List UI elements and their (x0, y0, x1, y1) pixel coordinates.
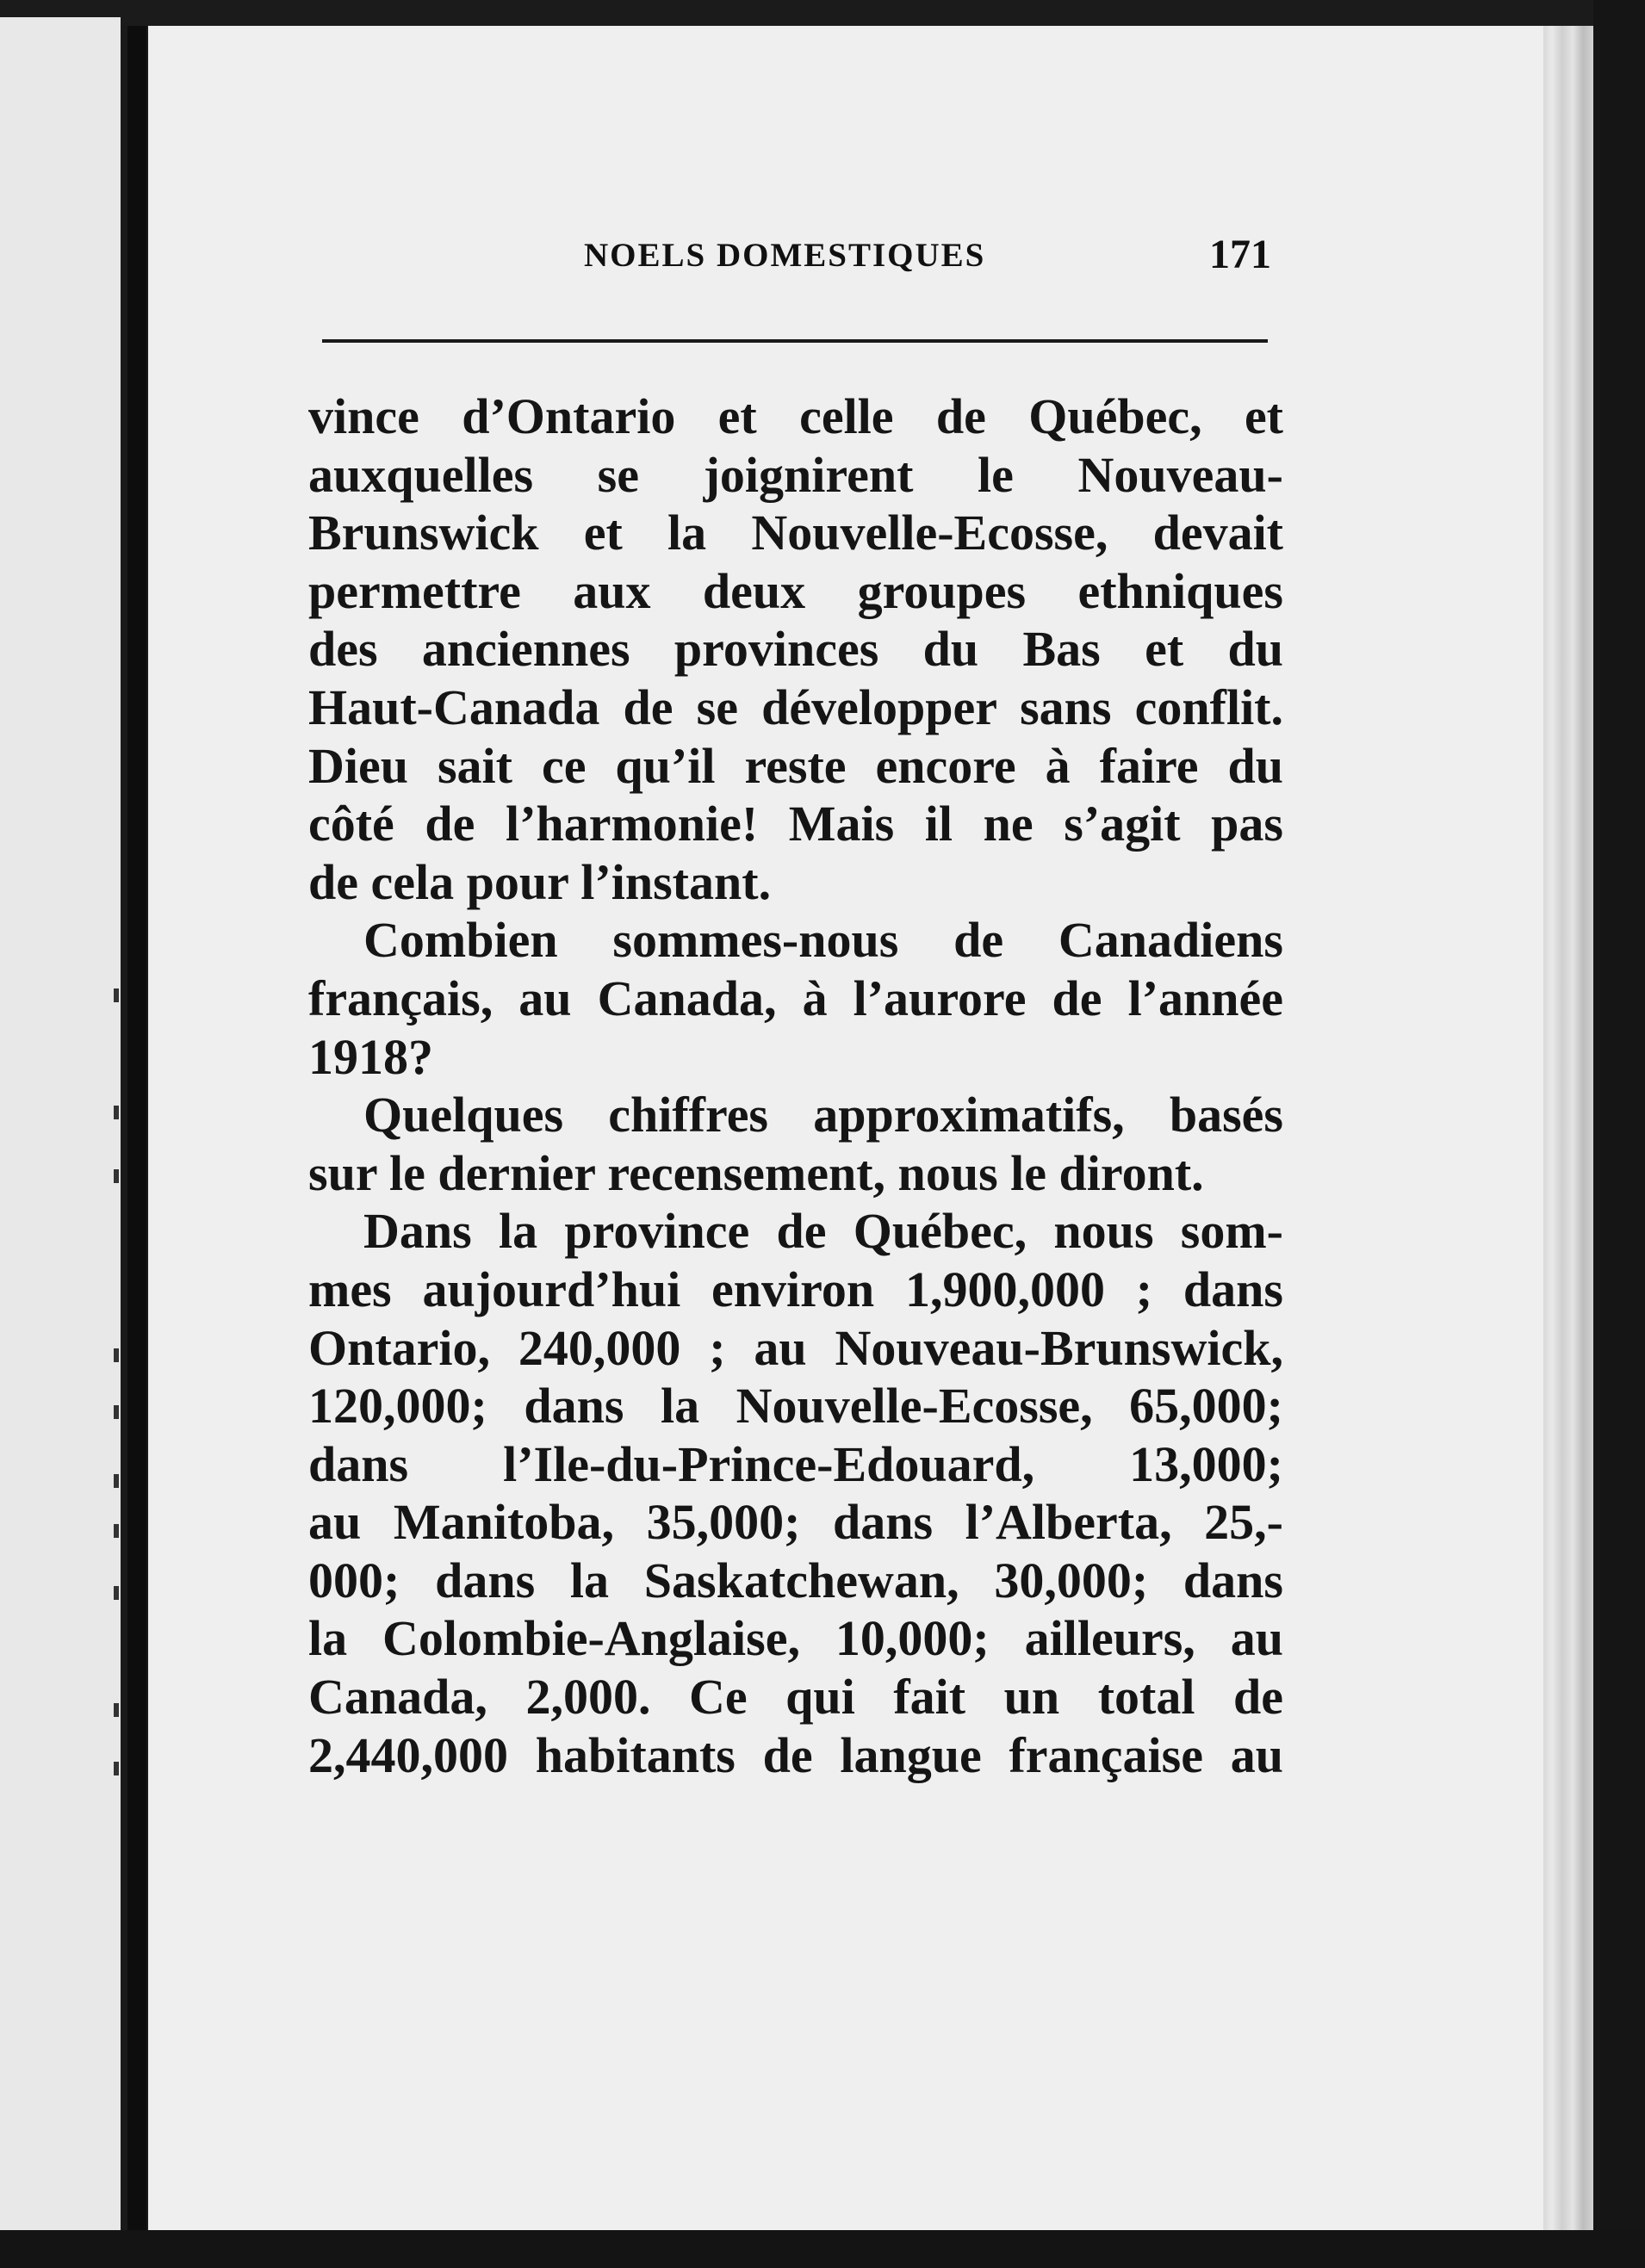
text-line: mes aujourd’hui environ 1,900,000 ; dans (308, 1261, 1283, 1317)
header-rule (322, 339, 1268, 343)
text-line: Quelques chiffres approximatifs, basés (363, 1087, 1283, 1143)
text-line: au Manitoba, 35,000; dans l’Alberta, 25,- (308, 1494, 1283, 1551)
text-line: français, au Canada, à l’aurore de l’année (308, 970, 1283, 1026)
page-gutter (127, 26, 146, 2239)
top-scan-border (0, 0, 1645, 26)
text-line: Canada, 2,000. Ce qui fait un total de (308, 1669, 1283, 1726)
text-line: la Colombie-Anglaise, 10,000; ailleurs, au (308, 1610, 1283, 1667)
page-number: 171 (1209, 232, 1271, 277)
text-line: permettre aux deux groupes ethniques (308, 562, 1283, 619)
text-line: Combien sommes-nous de Canadiens (363, 912, 1283, 969)
running-head: NOELS DOMESTIQUES (584, 237, 986, 274)
edge-mark (114, 1348, 119, 1362)
text-line: Haut-Canada de se développer sans conflit. (308, 679, 1283, 735)
text-line: sur le dernier recensement, nous le diront. (308, 1144, 1204, 1201)
text-line: vince d’Ontario et celle de Québec, et (308, 388, 1283, 444)
text-line: des anciennes provinces du Bas et du (308, 621, 1283, 678)
edge-mark (114, 1474, 119, 1488)
text-line: Brunswick et la Nouvelle-Ecosse, devait (308, 505, 1283, 561)
edge-mark (114, 1524, 119, 1538)
edge-mark (114, 1106, 119, 1119)
text-line: côté de l’harmonie! Mais il ne s’agit pas (308, 796, 1283, 852)
text-line: 000; dans la Saskatchewan, 30,000; dans (308, 1552, 1283, 1608)
text-line: Dieu sait ce qu’il reste encore à faire du (308, 737, 1283, 794)
page-stack-edge (1543, 26, 1593, 2230)
edge-mark (114, 988, 119, 1002)
adjacent-page-edge-marks (0, 0, 121, 2268)
edge-mark (114, 1703, 119, 1717)
text-line: 1918? (308, 1028, 433, 1085)
body-text (308, 387, 1283, 1784)
text-line: 2,440,000 habitants de langue française au (308, 1726, 1283, 1783)
text-line: Dans la province de Québec, nous som- (363, 1203, 1283, 1260)
text-line: de cela pour l’instant. (308, 853, 772, 910)
edge-mark (114, 1762, 119, 1775)
text-line: Ontario, 240,000 ; au Nouveau-Brunswick, (308, 1319, 1283, 1376)
text-line: auxquelles se joignirent le Nouveau- (308, 446, 1283, 503)
text-line: dans l’Ile-du-Prince-Edouard, 13,000; (308, 1435, 1283, 1492)
edge-mark (114, 1586, 119, 1600)
edge-mark (114, 1169, 119, 1183)
text-line: 120,000; dans la Nouvelle-Ecosse, 65,000; (308, 1378, 1283, 1435)
right-scan-border (1593, 0, 1645, 2268)
edge-mark (114, 1405, 119, 1419)
bottom-scan-border (0, 2230, 1645, 2268)
